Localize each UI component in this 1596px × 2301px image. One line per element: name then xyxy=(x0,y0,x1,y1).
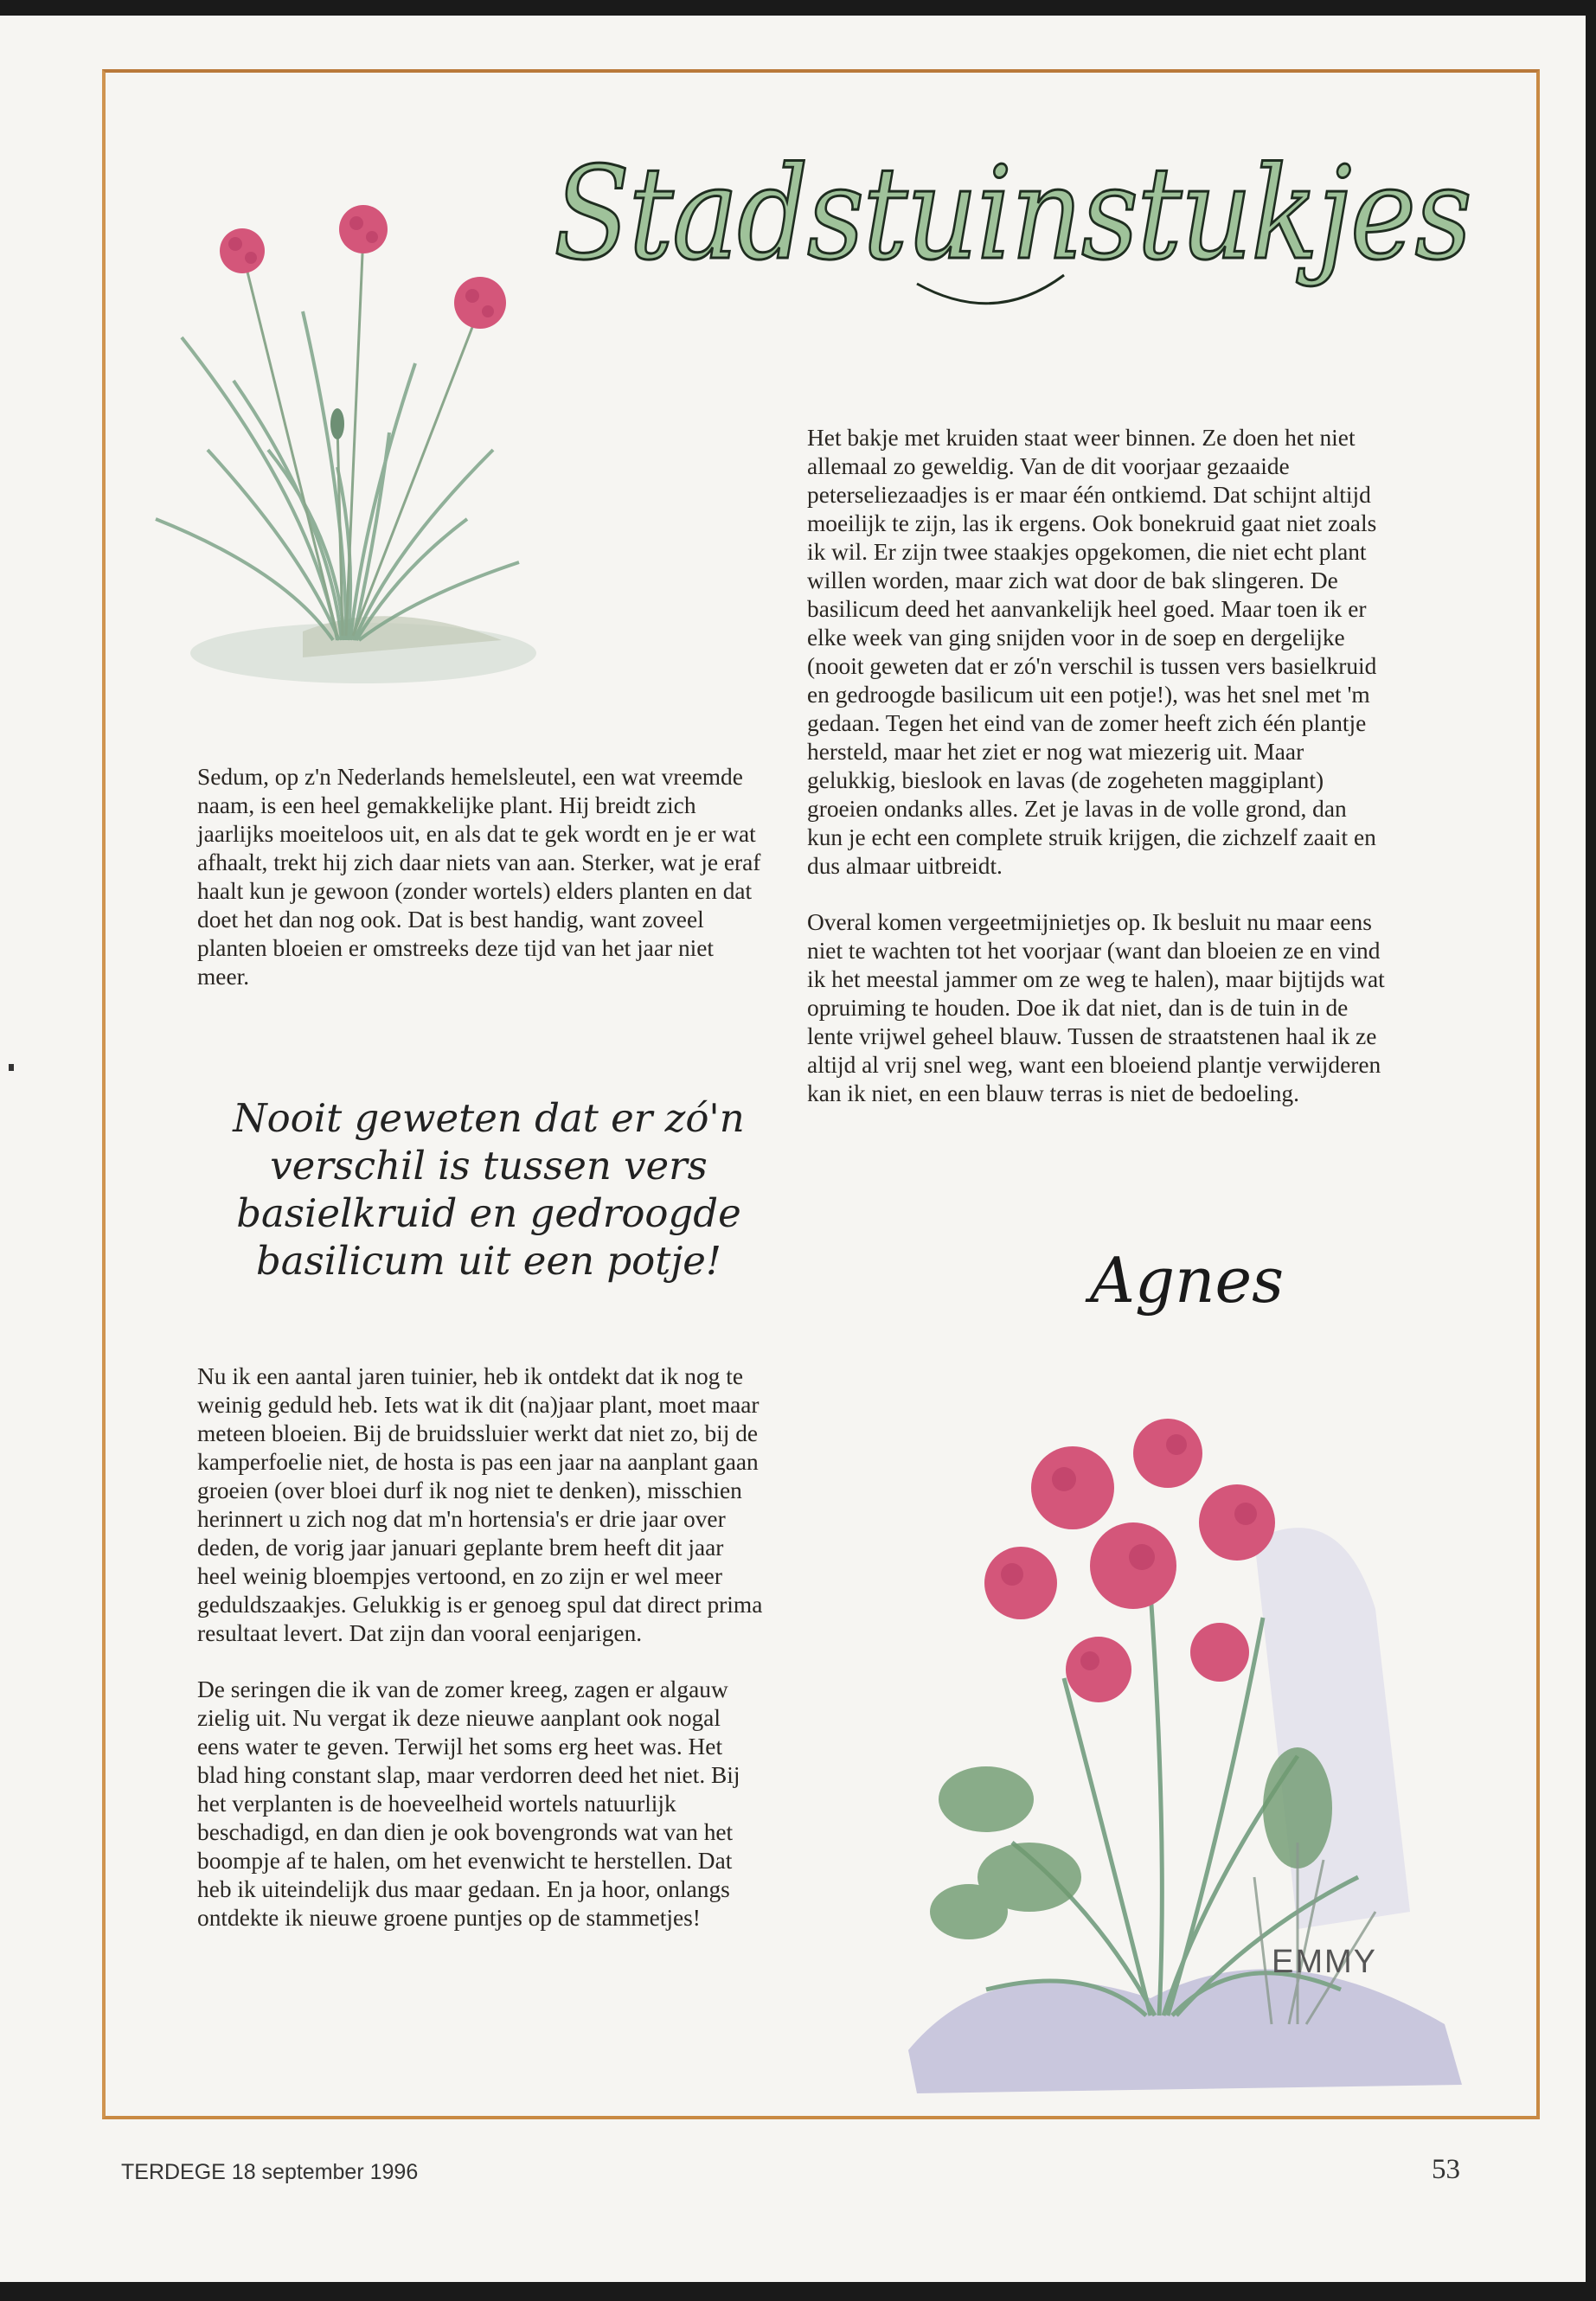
page-title-text: Stadstuinstukjes xyxy=(554,139,1471,288)
scan-edge-top xyxy=(0,0,1596,16)
page-title xyxy=(545,111,1497,318)
paragraph-forget-me-nots: Overal komen vergeetmijnietjes op. Ik besluit nu maar eens niet te wachten tot het voorjaar (want dan bloeien ze en vind ik het meestal jammer om ze weg te halen), maar bijtijds wat opruiming te houden. Doe ik dat niet, dan is de tuin in de lente vrijwel geheel blauw. Tussen de straatstenen haal ik ze altijd al vrij snel weg, want een bloeiend plantje verwijderen kan ik niet, en een blauw terras is niet de bedoeling. xyxy=(807,909,1385,1106)
illustrator-signature: EMMY xyxy=(1272,1944,1377,1980)
paragraph-sedum: Sedum, op z'n Nederlands hemelsleutel, een wat vreemde naam, is een heel gemakkelijke plant. Hij breidt zich jaarlijks moeiteloos uit, en als dat te gek wordt en je er wat afhaalt, trekt hij zich daar niets van aan. Sterker, wat je eraf haalt kun je gewoon (zonder wortels) elders planten en dat doet het dan nog ook. Dat is best handig, want zoveel planten bloeien er omstreeks deze tijd van het jaar niet meer. xyxy=(197,764,761,990)
paragraph-lilacs: De seringen die ik van de zomer kreeg, zagen er algauw zielig uit. Nu vergat ik deze nieuwe aanplant ook nogal eens water te geven. Terwijl het soms erg heet was. Het blad hing constant slap, maar verdorren deed het niet. Bij het verplanten is de hoeveelheid wortels natuurlijk beschadigd, en dan dien je ook bovengronds wat van het boompje af te halen, om het evenwicht te herstellen. Dat heb ik uiteindelijk dus maar gedaan. En ja hoor, onlangs ontdekte ik nieuwe groene puntjes op de stammetjes! xyxy=(197,1676,740,1931)
footer-publication: TERDEGE 18 september 1996 xyxy=(121,2160,419,2184)
bouquet-illustration xyxy=(891,1393,1488,2102)
paragraph-patience: Nu ik een aantal jaren tuinier, heb ik ontdekt dat ik nog te weinig geduld heb. Iets wat ik dit (na)jaar plant, moet maar meteen bloeien. Bij de bruidssluier werkt dat niet zo, bij de kamperfoelie niet, de hosta is pas een jaar na aanplant gaan groeien (over bloei durf ik nog niet te denken), misschien herinnert u zich nog dat m'n hortensia's er drie jaar over deden, de vorig jaar januari geplante brem heeft dit jaar heel weinig bloempjes vertoond, en zo zijn er wel meer geduldszaakjes. Gelukkig is er genoeg spul dat direct prima resultaat levert. Dat zijn dan vooral eenjarigen. xyxy=(197,1363,763,1646)
left-column-lower xyxy=(197,1362,768,1960)
scan-edge-right xyxy=(1586,0,1596,2301)
right-column xyxy=(807,424,1385,1136)
page-number: 53 xyxy=(1432,2154,1460,2185)
pull-quote: Nooit geweten dat er zó'n verschil is tussen vers basielkruid en gedroogde basilicum uit een potje! xyxy=(233,1095,745,1284)
author-signature xyxy=(1081,1228,1285,1332)
scan-edge-bottom xyxy=(0,2282,1596,2301)
author-signature-text: Agnes xyxy=(1090,1244,1285,1317)
paragraph-herbs: Het bakje met kruiden staat weer binnen. Ze doen het niet allemaal zo geweldig. Van de dit voorjaar gezaaide peterseliezaadjes is er maar één ontkiemd. Dat schijnt altijd moeilijk te zijn, las ik ergens. Ook bonekruid gaat niet zoals ik wil. Er zijn twee staakjes opgekomen, die niet echt plant willen worden, maar zich wat door de bak slingeren. De basilicum deed het aanvankelijk heel goed. Maar toen ik er elke week van ging snijden voor in de soep en dergelijke (nooit geweten dat er zó'n verschil is tussen vers basielkruid en gedroogde basilicum uit een potje!), was het snel met 'm gedaan. Tegen het eind van de zomer heeft zich één plantje hersteld, maar het ziet er nog wat miezerig uit. Maar gelukkig, bieslook en lavas (de zogeheten maggiplant) groeien ondanks alles. Zet je lavas in de volle grond, dan kun je echt een complete struik krijgen, die zichzelf zaait en dus almaar uitbreidt. xyxy=(807,425,1377,879)
thrift-illustration xyxy=(130,190,536,692)
scan-mark xyxy=(9,1064,14,1071)
left-column-upper xyxy=(197,763,768,1019)
